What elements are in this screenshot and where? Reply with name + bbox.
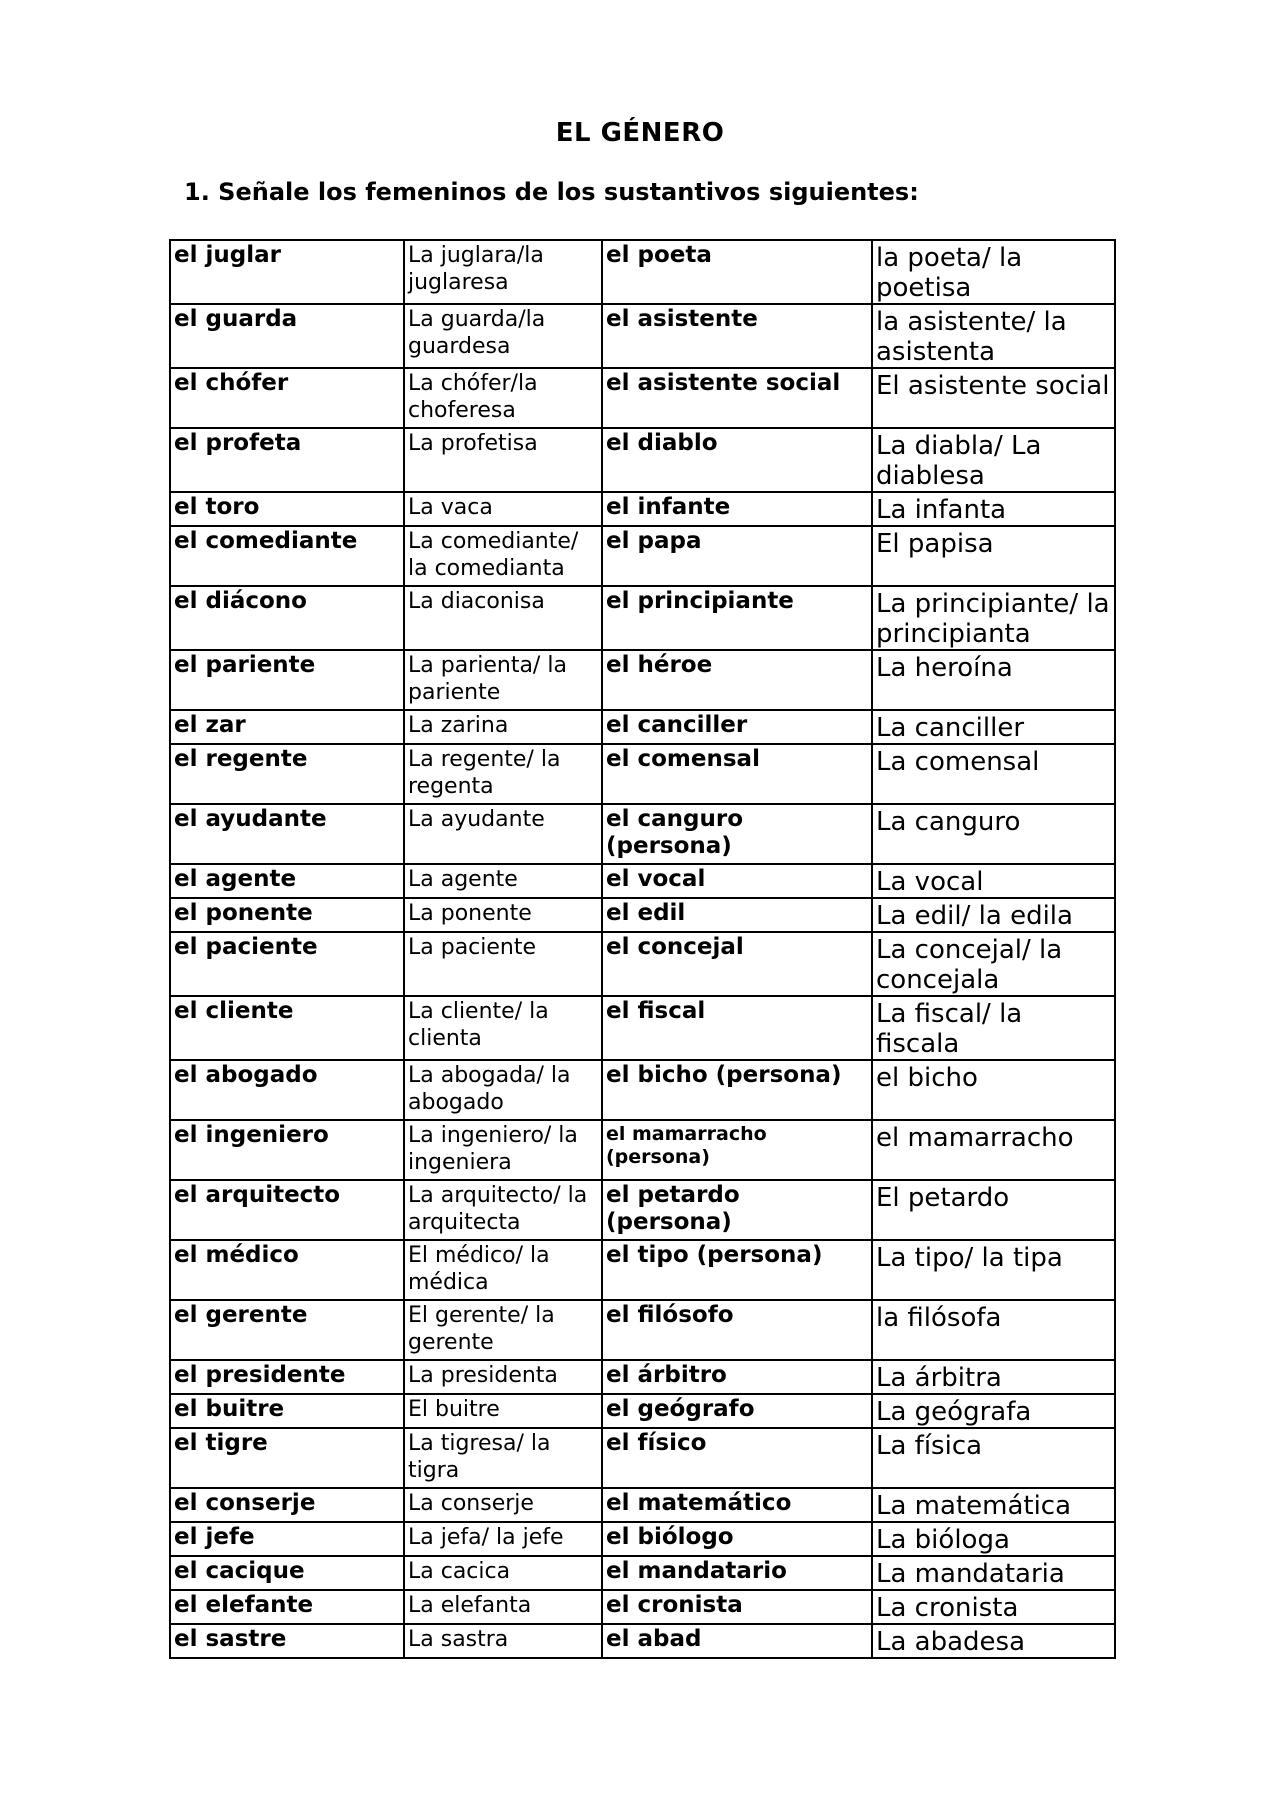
masculine-noun-cell: el conserje <box>170 1488 404 1522</box>
masculine-noun-cell: el vocal <box>602 864 872 898</box>
feminine-form-cell: La cronista <box>872 1590 1115 1624</box>
masculine-noun-cell: el concejal <box>602 932 872 996</box>
feminine-form-cell: La presidenta <box>404 1360 602 1394</box>
feminine-form-cell: el mamarracho <box>872 1120 1115 1180</box>
table-row <box>170 1360 1115 1394</box>
feminine-form-cell: El petardo <box>872 1180 1115 1240</box>
feminine-form-cell: La tigresa/ la tigra <box>404 1428 602 1488</box>
feminine-form-cell: la filósofa <box>872 1300 1115 1360</box>
masculine-noun-cell: el guarda <box>170 304 404 368</box>
table-row <box>170 898 1115 932</box>
feminine-form-cell: La ingeniero/ la ingeniera <box>404 1120 602 1180</box>
masculine-noun-cell: el chófer <box>170 368 404 428</box>
feminine-form-cell: La comensal <box>872 744 1115 804</box>
feminine-form-cell: La concejal/ la concejala <box>872 932 1115 996</box>
table-row <box>170 1240 1115 1300</box>
masculine-noun-cell: el matemático <box>602 1488 872 1522</box>
masculine-noun-cell: el árbitro <box>602 1360 872 1394</box>
masculine-noun-cell: el edil <box>602 898 872 932</box>
table-row <box>170 710 1115 744</box>
feminine-form-cell: La edil/ la edila <box>872 898 1115 932</box>
masculine-noun-cell: el canciller <box>602 710 872 744</box>
table-row <box>170 428 1115 492</box>
masculine-noun-cell: el sastre <box>170 1624 404 1658</box>
masculine-noun-cell: el diácono <box>170 586 404 650</box>
table-row <box>170 368 1115 428</box>
feminine-form-cell: La infanta <box>872 492 1115 526</box>
feminine-form-cell: La paciente <box>404 932 602 996</box>
masculine-noun-cell: el mandatario <box>602 1556 872 1590</box>
feminine-form-cell: La cacica <box>404 1556 602 1590</box>
table-row <box>170 804 1115 864</box>
feminine-form-cell: la asistente/ la asistenta <box>872 304 1115 368</box>
table-row <box>170 304 1115 368</box>
feminine-form-cell: La fiscal/ la fiscala <box>872 996 1115 1060</box>
feminine-form-cell: La mandataria <box>872 1556 1115 1590</box>
masculine-noun-cell: el agente <box>170 864 404 898</box>
feminine-form-cell: la poeta/ la poetisa <box>872 240 1115 304</box>
feminine-form-cell: La física <box>872 1428 1115 1488</box>
masculine-noun-cell: el principiante <box>602 586 872 650</box>
feminine-form-cell: La canciller <box>872 710 1115 744</box>
masculine-noun-cell: el canguro (persona) <box>602 804 872 864</box>
masculine-noun-cell: el profeta <box>170 428 404 492</box>
feminine-form-cell: La zarina <box>404 710 602 744</box>
feminine-form-cell: La vocal <box>872 864 1115 898</box>
gender-table-body <box>170 240 1115 1658</box>
masculine-noun-cell: el tipo (persona) <box>602 1240 872 1300</box>
masculine-noun-cell: el elefante <box>170 1590 404 1624</box>
feminine-form-cell: La parienta/ la pariente <box>404 650 602 710</box>
feminine-form-cell: La tipo/ la tipa <box>872 1240 1115 1300</box>
table-row <box>170 1180 1115 1240</box>
feminine-form-cell: La agente <box>404 864 602 898</box>
exercise-instruction: 1. Señale los femeninos de los sustantivos siguientes: <box>184 178 919 206</box>
table-row <box>170 1300 1115 1360</box>
masculine-noun-cell: el cacique <box>170 1556 404 1590</box>
table-row <box>170 932 1115 996</box>
feminine-form-cell: La abogada/ la abogado <box>404 1060 602 1120</box>
feminine-form-cell: El papisa <box>872 526 1115 586</box>
table-row <box>170 1060 1115 1120</box>
feminine-form-cell: La guarda/la guardesa <box>404 304 602 368</box>
masculine-noun-cell: el papa <box>602 526 872 586</box>
table-row <box>170 996 1115 1060</box>
masculine-noun-cell: el buitre <box>170 1394 404 1428</box>
feminine-form-cell: La ponente <box>404 898 602 932</box>
gender-table <box>169 239 1116 1659</box>
feminine-form-cell: La principiante/ la principianta <box>872 586 1115 650</box>
feminine-form-cell: La arquitecto/ la arquitecta <box>404 1180 602 1240</box>
masculine-noun-cell: el bicho (persona) <box>602 1060 872 1120</box>
feminine-form-cell: La canguro <box>872 804 1115 864</box>
masculine-noun-cell: el regente <box>170 744 404 804</box>
feminine-form-cell: La chófer/la choferesa <box>404 368 602 428</box>
feminine-form-cell: La vaca <box>404 492 602 526</box>
masculine-noun-cell: el pariente <box>170 650 404 710</box>
table-row <box>170 586 1115 650</box>
masculine-noun-cell: el filósofo <box>602 1300 872 1360</box>
masculine-noun-cell: el infante <box>602 492 872 526</box>
table-row <box>170 1488 1115 1522</box>
masculine-noun-cell: el ingeniero <box>170 1120 404 1180</box>
feminine-form-cell: La sastra <box>404 1624 602 1658</box>
feminine-form-cell: La elefanta <box>404 1590 602 1624</box>
masculine-noun-cell: el mamarracho (persona) <box>602 1120 872 1180</box>
feminine-form-cell: El asistente social <box>872 368 1115 428</box>
feminine-form-cell: La profetisa <box>404 428 602 492</box>
feminine-form-cell: La abadesa <box>872 1624 1115 1658</box>
masculine-noun-cell: el paciente <box>170 932 404 996</box>
table-row <box>170 1624 1115 1658</box>
masculine-noun-cell: el fiscal <box>602 996 872 1060</box>
feminine-form-cell: El gerente/ la gerente <box>404 1300 602 1360</box>
feminine-form-cell: La bióloga <box>872 1522 1115 1556</box>
feminine-form-cell: La jefa/ la jefe <box>404 1522 602 1556</box>
table-row <box>170 1556 1115 1590</box>
masculine-noun-cell: el cronista <box>602 1590 872 1624</box>
table-row <box>170 240 1115 304</box>
feminine-form-cell: La conserje <box>404 1488 602 1522</box>
feminine-form-cell: La diabla/ La diablesa <box>872 428 1115 492</box>
feminine-form-cell: La juglara/la juglaresa <box>404 240 602 304</box>
masculine-noun-cell: el gerente <box>170 1300 404 1360</box>
masculine-noun-cell: el geógrafo <box>602 1394 872 1428</box>
feminine-form-cell: El buitre <box>404 1394 602 1428</box>
feminine-form-cell: La ayudante <box>404 804 602 864</box>
masculine-noun-cell: el ayudante <box>170 804 404 864</box>
table-row <box>170 650 1115 710</box>
feminine-form-cell: La diaconisa <box>404 586 602 650</box>
feminine-form-cell: La comediante/ la comedianta <box>404 526 602 586</box>
table-row <box>170 1428 1115 1488</box>
masculine-noun-cell: el diablo <box>602 428 872 492</box>
table-row <box>170 744 1115 804</box>
masculine-noun-cell: el cliente <box>170 996 404 1060</box>
masculine-noun-cell: el zar <box>170 710 404 744</box>
table-row <box>170 1394 1115 1428</box>
masculine-noun-cell: el tigre <box>170 1428 404 1488</box>
feminine-form-cell: El médico/ la médica <box>404 1240 602 1300</box>
masculine-noun-cell: el presidente <box>170 1360 404 1394</box>
feminine-form-cell: La regente/ la regenta <box>404 744 602 804</box>
masculine-noun-cell: el físico <box>602 1428 872 1488</box>
table-row <box>170 1522 1115 1556</box>
masculine-noun-cell: el jefe <box>170 1522 404 1556</box>
table-row <box>170 1120 1115 1180</box>
masculine-noun-cell: el juglar <box>170 240 404 304</box>
masculine-noun-cell: el petardo (persona) <box>602 1180 872 1240</box>
masculine-noun-cell: el abogado <box>170 1060 404 1120</box>
table-row <box>170 492 1115 526</box>
masculine-noun-cell: el asistente social <box>602 368 872 428</box>
masculine-noun-cell: el médico <box>170 1240 404 1300</box>
masculine-noun-cell: el arquitecto <box>170 1180 404 1240</box>
masculine-noun-cell: el ponente <box>170 898 404 932</box>
table-row <box>170 526 1115 586</box>
feminine-form-cell: La matemática <box>872 1488 1115 1522</box>
masculine-noun-cell: el biólogo <box>602 1522 872 1556</box>
masculine-noun-cell: el héroe <box>602 650 872 710</box>
masculine-noun-cell: el comensal <box>602 744 872 804</box>
table-row <box>170 1590 1115 1624</box>
feminine-form-cell: La árbitra <box>872 1360 1115 1394</box>
feminine-form-cell: el bicho <box>872 1060 1115 1120</box>
page-title: EL GÉNERO <box>555 118 725 148</box>
masculine-noun-cell: el asistente <box>602 304 872 368</box>
feminine-form-cell: La cliente/ la clienta <box>404 996 602 1060</box>
table-row <box>170 864 1115 898</box>
feminine-form-cell: La heroína <box>872 650 1115 710</box>
feminine-form-cell: La geógrafa <box>872 1394 1115 1428</box>
masculine-noun-cell: el poeta <box>602 240 872 304</box>
masculine-noun-cell: el abad <box>602 1624 872 1658</box>
masculine-noun-cell: el toro <box>170 492 404 526</box>
masculine-noun-cell: el comediante <box>170 526 404 586</box>
